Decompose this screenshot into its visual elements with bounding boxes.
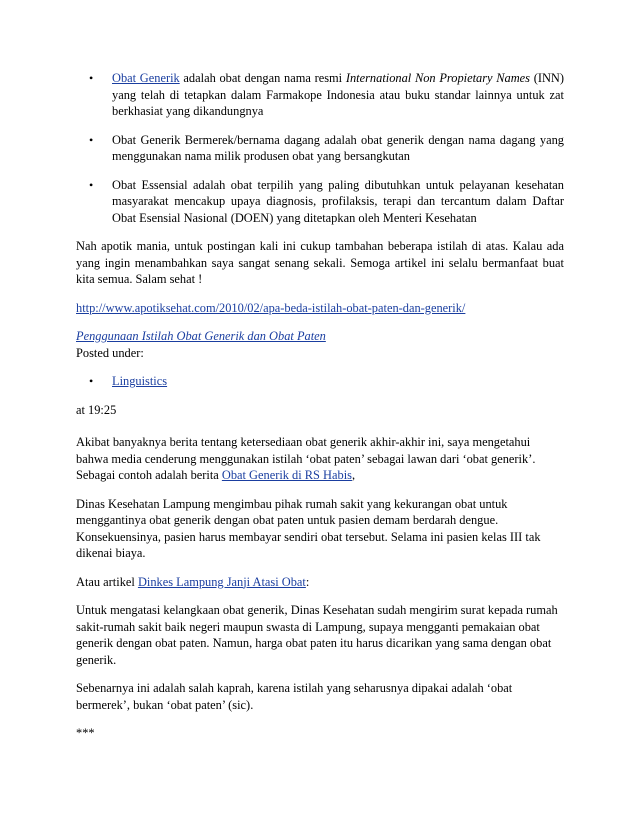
- list-item: • Obat Essensial adalah obat terpilih yang paling dibutuhkan untuk pelayanan kesehatan masyarakat mencakup upaya diagnosis, profilaksis, terapi dan tercantum dalam Daftar Obat Esensial Nasional (DOEN) yang ditetapkan oleh Menteri Kesehatan: [76, 177, 564, 227]
- list-item: • Obat Generik Bermerek/bernama dagang adalah obat generik dengan nama dagang yang menggunakan nama milik produsen obat yang bersangkutan: [76, 132, 564, 165]
- category-link[interactable]: Linguistics: [112, 374, 168, 388]
- posted-under-label: Posted under:: [76, 345, 144, 360]
- list-item: • Obat Generik adalah obat dengan nama resmi International Non Propietary Names (INN) yang telah di tetapkan dalam Farmakope Indonesia atau buku standar lainnya untuk zat berkhasiat yang dikandungnya: [76, 70, 564, 120]
- separator: ***: [76, 726, 95, 740]
- closing-paragraph: Nah apotik mania, untuk postingan kali ini cukup tambahan beberapa istilah di atas. Kalau ada yang ingin menambahkan saya sangat senang sekali. Semoga artikel ini selalu bermanfaat buat kita semua. Salam sehat !: [76, 239, 564, 286]
- berita-link[interactable]: Obat Generik di RS Habis: [221, 468, 352, 482]
- paragraph-3: Atau artikel Dinkes Lampung Janji Atasi Obat:: [76, 574, 310, 589]
- document-page: [76, 70, 564, 754]
- paragraph-2: Dinas Kesehatan Lampung mengimbau pihak rumah sakit yang kekurangan obat untuk menggantinya obat generik dengan obat paten untuk pasien demam berdarah dengue. Konsekuensinya, pasien harus membayar sendiri obat tersebut. Selama ini pasien kelas III tak dikenai biaya.: [76, 496, 541, 560]
- definitions-list: [76, 70, 564, 226]
- source-url-link[interactable]: http://www.apotiksehat.com/2010/02/apa-beda-istilah-obat-paten-dan-generik/: [76, 300, 466, 315]
- artikel-link[interactable]: Dinkes Lampung Janji Atasi Obat: [137, 574, 306, 589]
- source-url-paragraph: [76, 300, 564, 317]
- list-item: [76, 373, 564, 390]
- post-time: at 19:25: [76, 402, 117, 417]
- post-header: [76, 328, 564, 361]
- inn-italic: International Non Propietary Names: [345, 71, 530, 85]
- category-list: [76, 373, 564, 390]
- paragraph-4: Untuk mengatasi kelangkaan obat generik, Dinas Kesehatan sudah mengirim surat kepada rumah sakit-rumah sakit baik negeri maupun swasta di Lampung, supaya mengganti pemakaian obat generik dengan obat paten. Namun, harga obat paten itu harus dicarikan yang sama dengan obat generik.: [76, 603, 558, 667]
- post-title-link[interactable]: Penggunaan Istilah Obat Generik dan Obat Paten: [76, 329, 326, 343]
- paragraph-5: Sebenarnya ini adalah salah kaprah, karena istilah yang seharusnya dipakai adalah ‘obat bermerek’, bukan ‘obat paten’ (sic).: [76, 681, 513, 712]
- obat-generik-link[interactable]: Obat Generik: [112, 71, 180, 85]
- paragraph-1: Akibat banyaknya berita tentang ketersediaan obat generik akhir-akhir ini, saya mengetahui bahwa media cenderung menggunakan istilah ‘obat paten’ sebagai lawan dari ‘obat generik’. Sebagai contoh adalah berita Obat Generik di RS Habis,: [76, 435, 536, 482]
